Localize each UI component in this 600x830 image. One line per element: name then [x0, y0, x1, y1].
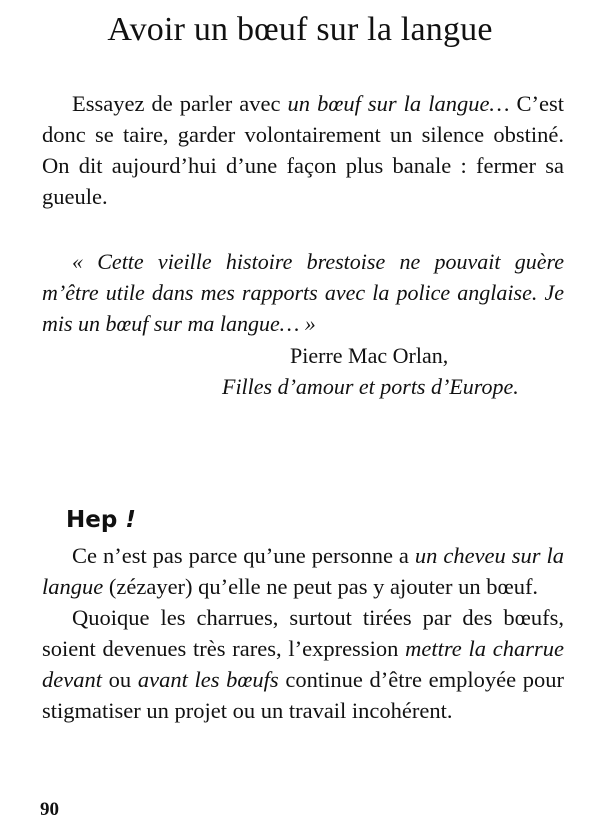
hep-p1-start: Ce n’est pas parce qu’une personne a [72, 543, 415, 568]
intro-text-end: C’est donc se taire, garder volontairement un silence obstiné. On dit aujourd’hui d’une façon plus banale : fermer sa gueule. [42, 91, 564, 209]
page-number: 90 [40, 799, 59, 820]
quote-author: Pierre Mac Orlan, [290, 343, 449, 368]
hep-paragraph-2 [42, 602, 564, 726]
page-title: Avoir un bœuf sur la langue [107, 11, 493, 48]
hep-p2-expression-2: avant les bœufs [137, 667, 279, 692]
intro-text-start: Essayez de parler avec [72, 91, 288, 116]
hep-paragraph-1 [42, 540, 564, 602]
intro-expression: un bœuf sur la langue… [287, 91, 510, 116]
intro-paragraph [42, 88, 564, 212]
hep-p1-end: (zézayer) qu’elle ne peut pas y ajouter un bœuf. [103, 574, 539, 599]
hep-exclamation: ! [125, 507, 136, 533]
hep-section [42, 540, 564, 726]
hep-p2-expression-1: mettre la charrue devant [42, 636, 564, 692]
intro-text [42, 88, 564, 212]
hep-p2-start: Quoique les charrues, surtout tirées par des bœufs, soient devenues très rares, l’expression [42, 605, 564, 661]
hep-p1-expression: un cheveu sur la langue [42, 543, 564, 599]
quote-work: Filles d’amour et ports d’Europe. [222, 374, 519, 399]
hep-p2-mid: ou [101, 667, 138, 692]
hep-heading [66, 505, 136, 535]
quote-text: « Cette vieille histoire brestoise ne pouvait guère m’être utile dans mes rapports avec la police anglaise. Je mis un bœuf sur ma langue… » [42, 249, 564, 336]
hep-label: Hep [66, 507, 118, 533]
literary-quote [42, 246, 564, 339]
hep-p2-end: continue d’être employée pour stigmatiser un projet ou un travail incohérent. [42, 667, 564, 723]
